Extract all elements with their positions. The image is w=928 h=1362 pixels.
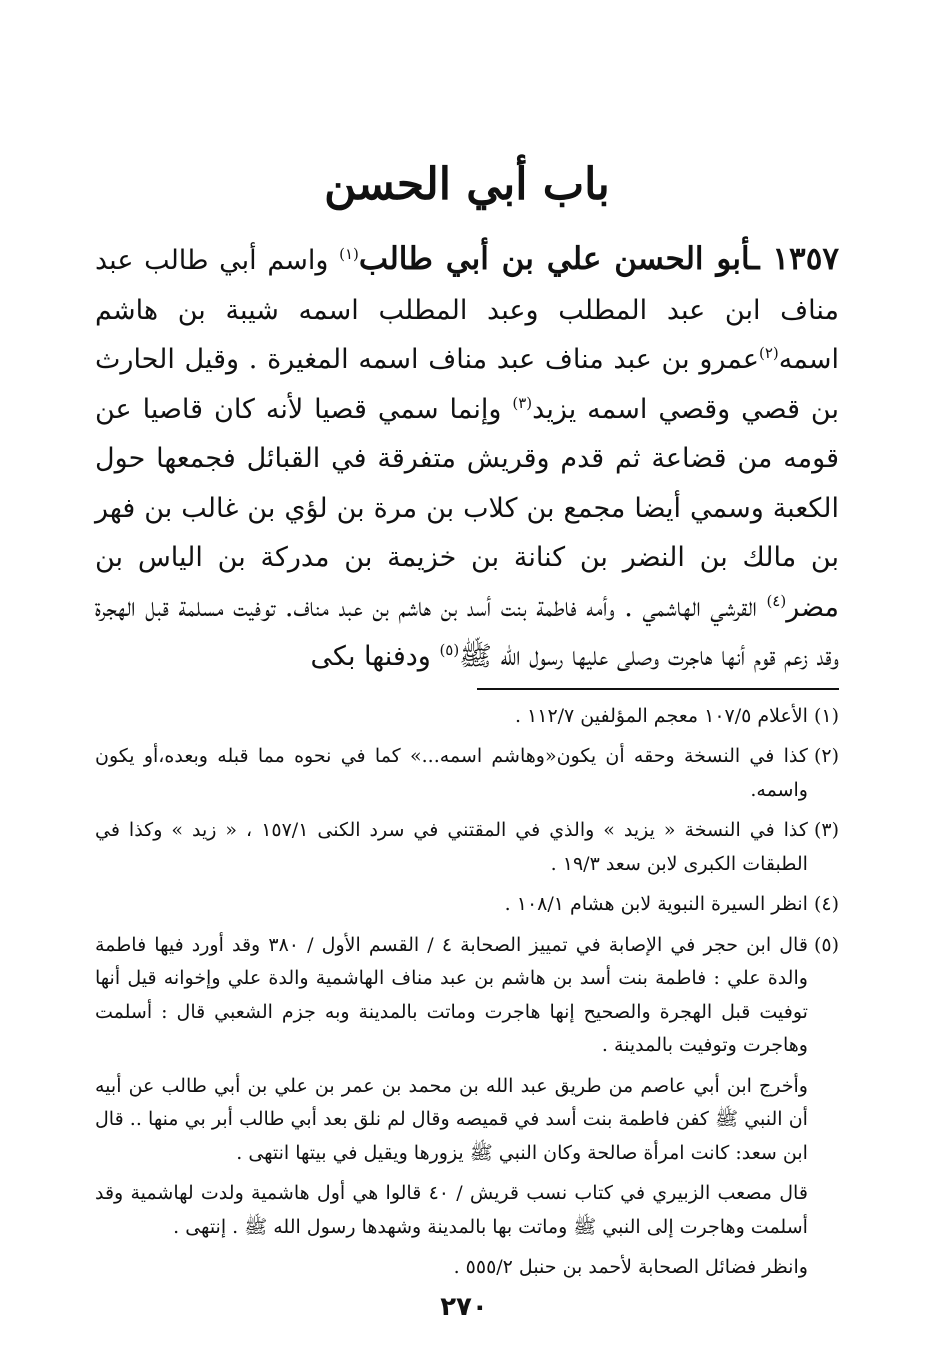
footnote-body bbox=[95, 700, 808, 734]
chapter-title: باب أبي الحسن bbox=[324, 159, 610, 210]
entry-text-part-3: وإنما سمي قصيا لأنه كان قاصيا عن قومه من قضاعة ثم قدم وقريش متفرقة في القبائل فجمعها حول الكعبة وسمي أيضا مجمع بن كلاب بن مرة بن لؤي بن غالب بن فهر بن مالك بن النضر بن كنانة بن خزيمة بن مدركة بن الياس بن مضر bbox=[95, 393, 839, 623]
page-content bbox=[95, 155, 839, 1292]
footnote-paragraph: كذا في النسخة « يزيد » والذي في المقتني في سرد الكنى ١٥٧/١ ، « زيد » وكذا في الطبقات الكبرى لابن سعد ١٩/٣ . bbox=[95, 819, 808, 875]
footnote-paragraph: الأعلام ١٠٧/٥ معجم المؤلفين ١١٢/٧ . bbox=[514, 704, 808, 727]
footnote-2 bbox=[95, 740, 839, 807]
entry-text-part-5: ودفنها بكى bbox=[310, 641, 440, 672]
footnote-paragraph: كذا في النسخة وحقه أن يكون«وهاشم اسمه...» كما في نحوه مما قبله وبعده،أو يكون واسمه. bbox=[95, 745, 808, 801]
footnote-paragraph: وأخرج ابن أبي عاصم من طريق عبد الله بن محمد بن عمر بن علي بن أبي طالب عن أبيه أن النبي ﷺ كفن فاطمة بنت أسد في قميصه وقال لم نلق بعد أبي طالب أبر بي منها .. قال ابن سعد: كانت امرأة صالحة وكان النبي ﷺ يزورها ويقيل في بيتها انتهى . bbox=[95, 1074, 808, 1164]
footnote-separator bbox=[477, 688, 839, 690]
footnote-ref-3[interactable]: (٣) bbox=[512, 393, 533, 412]
footnote-number: (٢) bbox=[813, 745, 839, 767]
footnote-paragraph: قال ابن حجر في الإصابة في تمييز الصحابة ٤ / القسم الأول / ٣٨٠ وقد أورد فيها فاطمة والدة علي : فاطمة بنت أسد بن هاشم بن عبد مناف الهاشمية والدة علي وإخوانه قيل أنها توفيت قبل الهجرة والصحيح إنها هاجرت وماتت بالمدينة وبه جزم الشعبي قال : أسلمت وهاجرت وتوفيت بالمدينة . bbox=[95, 933, 808, 1056]
footnote-4 bbox=[95, 888, 839, 922]
footnote-body bbox=[95, 888, 808, 922]
entry-text bbox=[95, 235, 839, 682]
footnote-paragraph: وانظر فضائل الصحابة لأحمد بن حنبل ٥٥٥/٢ . bbox=[453, 1256, 808, 1278]
entry-text-part-1: واسم أبي طالب عبد مناف ابن عبد المطلب وعبد المطلب اسمه شيبة بن هاشم اسمه bbox=[95, 245, 839, 375]
entry-text-part-2: عمرو بن عبد مناف عبد مناف اسمه المغيرة . وقيل الحارث بن قصي وقصي اسمه يزيد bbox=[95, 344, 839, 425]
entry-dash: ـ bbox=[750, 241, 773, 277]
footnote-5 bbox=[95, 929, 839, 1285]
footnote-number: (٥) bbox=[813, 933, 839, 956]
footnote-ref-4[interactable]: (٤) bbox=[766, 591, 787, 610]
footnote-ref-5[interactable]: (٥) bbox=[439, 641, 460, 659]
footnote-number: (١) bbox=[813, 704, 839, 727]
footnote-body bbox=[95, 814, 808, 881]
entry-number: ١٣٥٧ bbox=[772, 241, 840, 277]
footnote-body bbox=[95, 929, 808, 1285]
footnote-3 bbox=[95, 814, 839, 881]
footnotes bbox=[95, 700, 839, 1285]
footnote-ref-1[interactable]: (١) bbox=[339, 245, 359, 263]
footnote-number: (٤) bbox=[813, 893, 839, 915]
footnote-ref-2[interactable]: (٢) bbox=[759, 344, 779, 362]
footnote-paragraph: انظر السيرة النبوية لابن هشام ١٠٨/١ . bbox=[504, 893, 808, 915]
footnote-1 bbox=[95, 700, 839, 734]
entry-text-part-4: القرشي الهاشمي . وأمه فاطمة بنت أسد بن هاشم بن عبد مناف. توفيت مسلمة قبل الهجرة وقد زعم قوم أنها هاجرت وصلى عليها رسول الله ﷺ bbox=[95, 591, 839, 672]
footnote-number: (٣) bbox=[813, 819, 839, 841]
page-number: ٢٧٠ bbox=[440, 1292, 488, 1322]
footnote-body bbox=[95, 740, 808, 807]
entry-heading: أبو الحسن علي بن أبي طالب bbox=[358, 241, 751, 277]
footnote-paragraph: قال مصعب الزبيري في كتاب نسب قريش / ٤٠ قالوا هي أول هاشمية ولدت لهاشمية وقد أسلمت وهاجرت إلى النبي ﷺ وماتت بها بالمدينة وشهدها رسول الله ﷺ . إنتهى . bbox=[95, 1182, 808, 1238]
